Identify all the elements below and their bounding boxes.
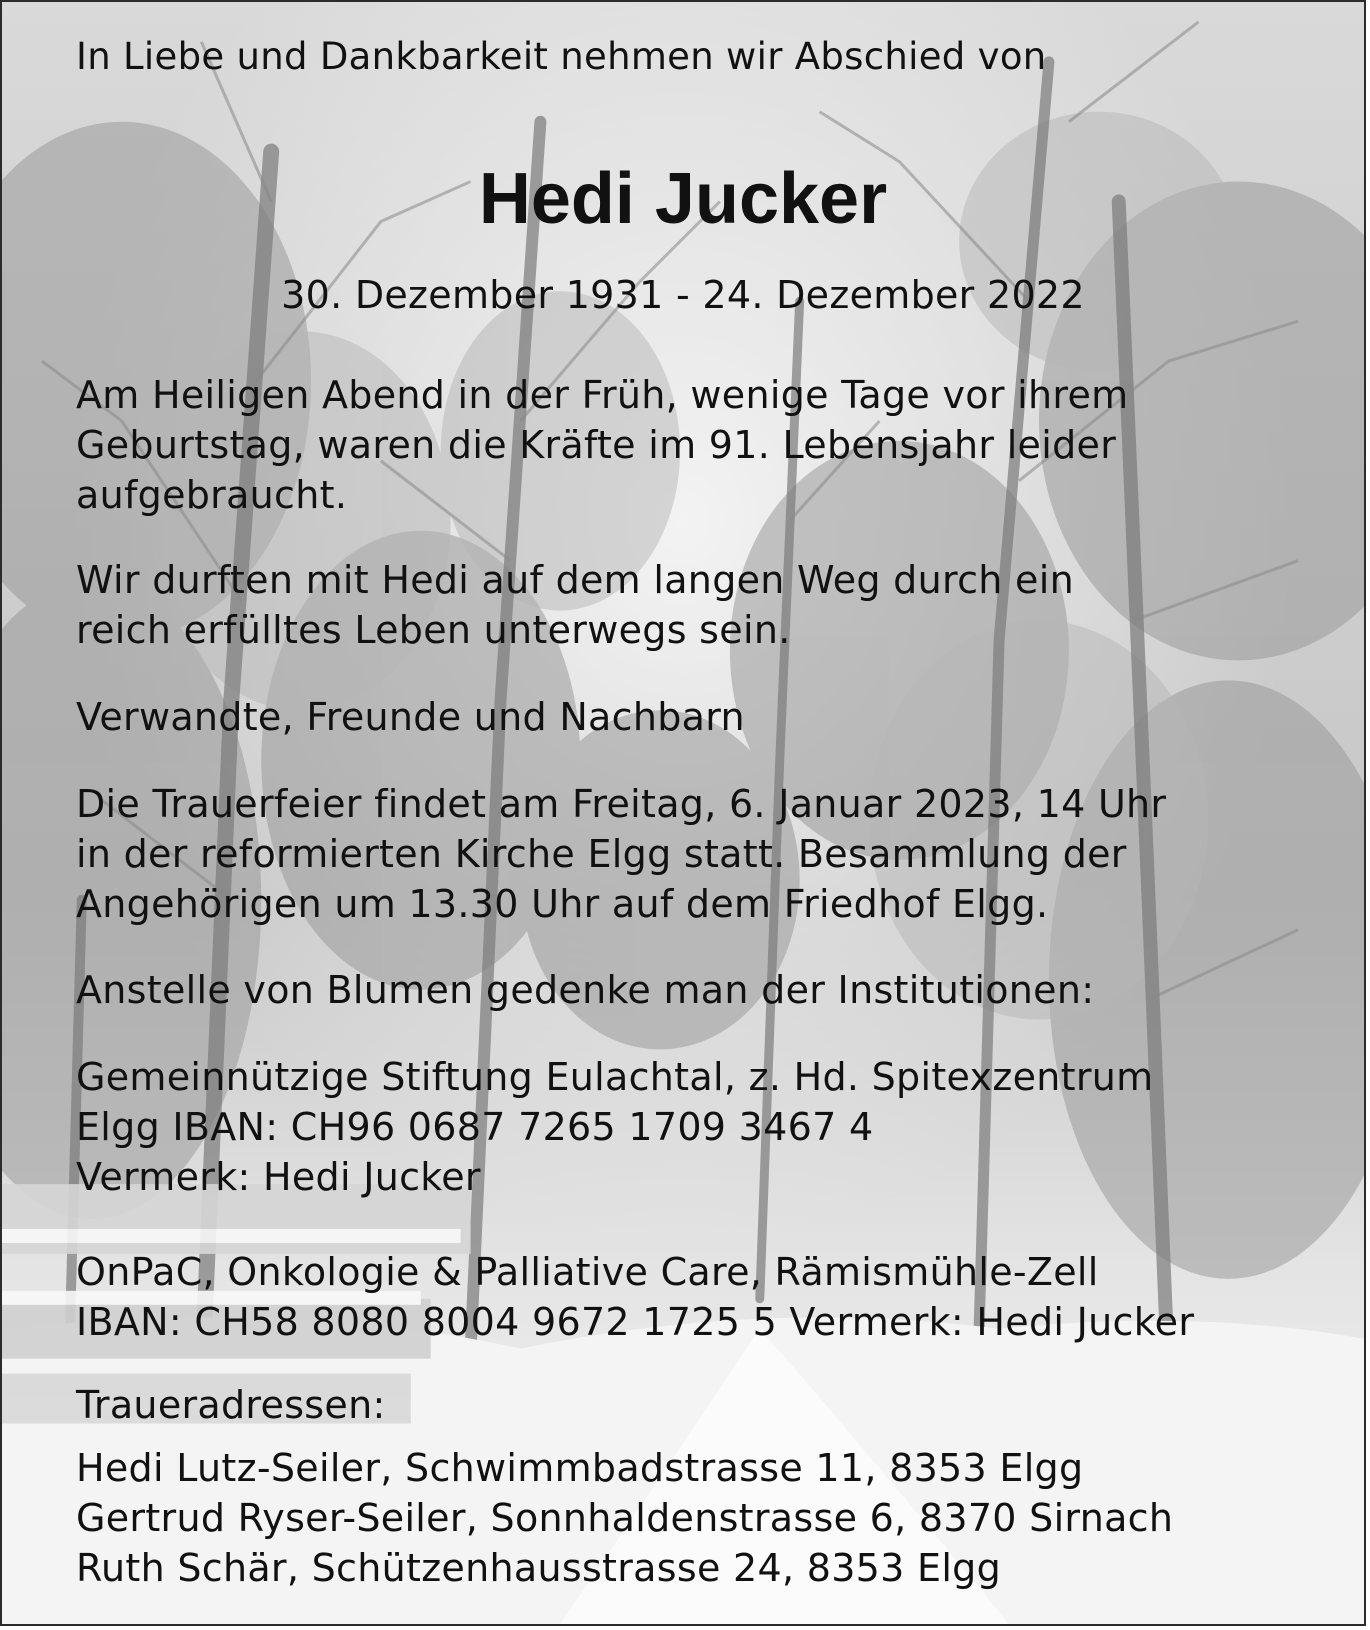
notice-text [2, 2, 1364, 1624]
institution1-line: Elgg IBAN: CH96 0687 7265 1709 3467 4 [76, 1105, 874, 1149]
funeral-line: Die Trauerfeier findet am Freitag, 6. Januar 2023, 14 Uhr [76, 782, 1167, 826]
funeral-line: in der reformierten Kirche Elgg statt. Besammlung der [76, 832, 1127, 876]
address-line: Gertrud Ryser-Seiler, Sonnhaldenstrasse 6, 8370 Sirnach [76, 1496, 1174, 1540]
address-line: Hedi Lutz-Seiler, Schwimmbadstrasse 11, 8353 Elgg [76, 1446, 1084, 1490]
institution2-line: IBAN: CH58 8080 8004 9672 1725 5 Vermerk: Hedi Jucker [76, 1300, 1195, 1344]
paragraph1-line: aufgebraucht. [76, 473, 348, 517]
paragraph1-line: Geburtstag, waren die Kräfte im 91. Lebensjahr leider [76, 423, 1117, 467]
deceased-name: Hedi Jucker [478, 159, 888, 239]
funeral-line: Angehörigen um 13.30 Uhr auf dem Friedhof Elgg. [76, 882, 1049, 926]
paragraph2-line: reich erfülltes Leben unterwegs sein. [76, 608, 791, 652]
institution2-line: OnPaC, Onkologie & Palliative Care, Rämismühle-Zell [76, 1250, 1099, 1294]
institution1-line: Vermerk: Hedi Jucker [76, 1155, 481, 1199]
address-line: Ruth Schär, Schützenhausstrasse 24, 8353 Elgg [76, 1546, 1002, 1590]
donation-intro: Anstelle von Blumen gedenke man der Institutionen: [76, 968, 1095, 1012]
addresses-heading: Traueradressen: [76, 1383, 386, 1427]
paragraph1-line: Am Heiligen Abend in der Früh, wenige Tage vor ihrem [76, 373, 1129, 417]
intro-line: In Liebe und Dankbarkeit nehmen wir Abschied von [76, 35, 1047, 78]
mourners-line: Verwandte, Freunde und Nachbarn [76, 695, 745, 739]
institution1-line: Gemeinnützige Stiftung Eulachtal, z. Hd. Spitexzentrum [76, 1055, 1154, 1099]
life-dates: 30. Dezember 1931 - 24. Dezember 2022 [281, 273, 1085, 317]
paragraph2-line: Wir durften mit Hedi auf dem langen Weg durch ein [76, 558, 1074, 602]
